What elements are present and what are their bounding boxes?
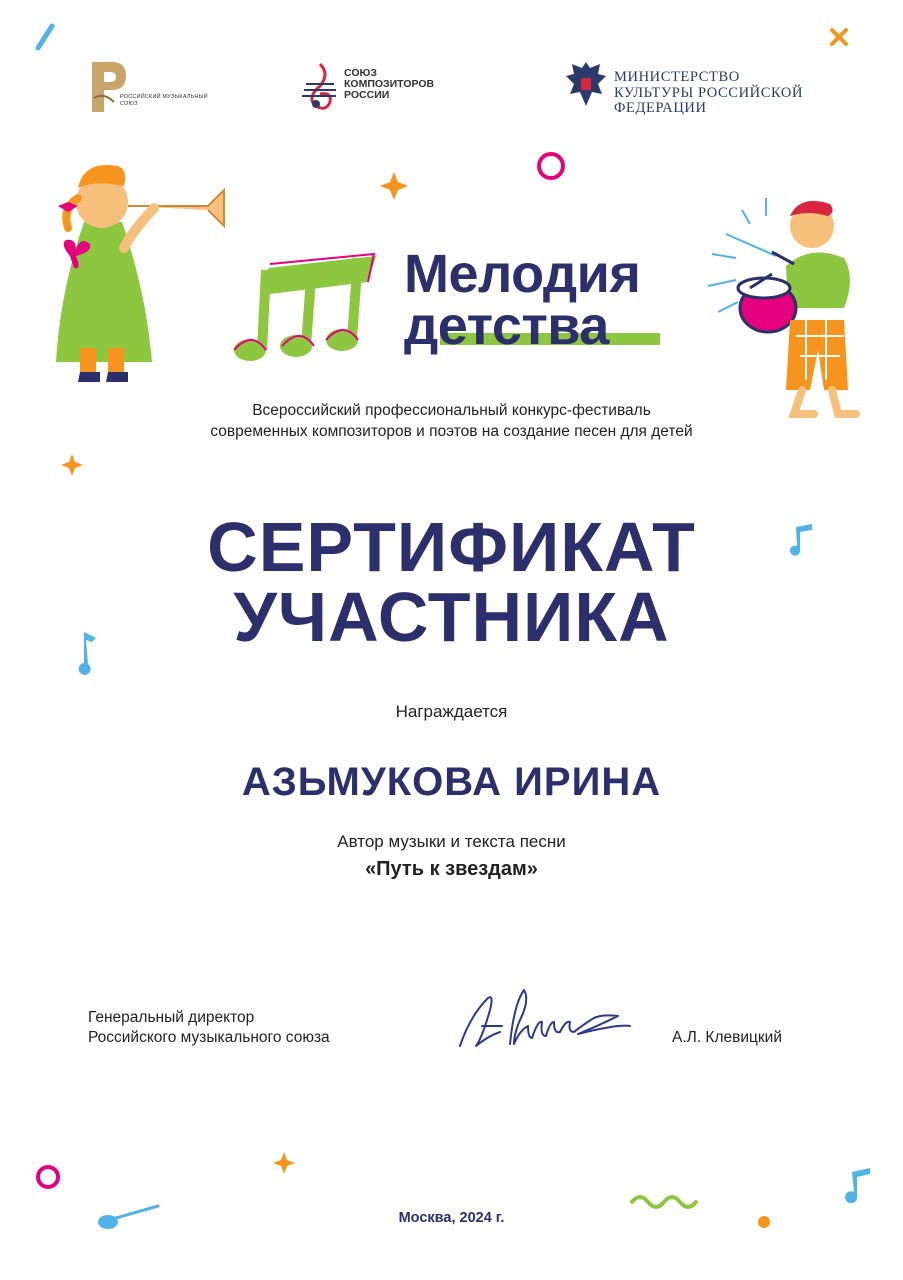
sk-logo-text: СОЮЗ КОМПОЗИТОРОВ РОССИИ xyxy=(344,67,435,101)
signer-position xyxy=(88,1008,418,1048)
double-headed-eagle-icon xyxy=(562,58,610,112)
trumpet-girl-illustration xyxy=(44,158,250,392)
treble-clef-icon xyxy=(296,62,342,112)
festival-subtitle xyxy=(0,400,903,442)
sk-logo xyxy=(296,58,456,114)
mk-logo xyxy=(562,58,812,114)
signer-name: А.Л. Клевицкий xyxy=(672,1029,782,1046)
recipient-role: Автор музыки и текста песни xyxy=(337,832,566,851)
rms-logo-text: РОССИЙСКИЙ МУЗЫКАЛЬНЫЙ СОЮЗ xyxy=(120,94,208,107)
signer-position-line2: Российского музыкального союза xyxy=(88,1029,330,1046)
certificate-title xyxy=(0,508,903,656)
festival-subtitle-line1: Всероссийский профессиональный конкурс-фестиваль xyxy=(252,402,651,419)
signer-position-line1: Генеральный директор xyxy=(88,1009,255,1026)
handwritten-signature xyxy=(452,986,652,1058)
festival-title-line2: детства xyxy=(404,296,609,356)
song-title: «Путь к звездам» xyxy=(365,858,538,880)
drummer-boy-illustration xyxy=(706,196,862,426)
music-notes-logo-icon xyxy=(226,250,376,366)
festival-title xyxy=(404,244,704,356)
festival-subtitle-line2: современных композиторов и поэтов на создание песен для детей xyxy=(210,423,693,440)
place-date: Москва, 2024 г. xyxy=(398,1210,505,1226)
awarded-label: Награждается xyxy=(395,702,508,721)
rms-logo xyxy=(86,58,206,114)
certificate-title-line1: СЕРТИФИКАТ xyxy=(207,508,696,586)
mk-logo-text: МИНИСТЕРСТВО КУЛЬТУРЫ РОССИЙСКОЙ ФЕДЕРАЦИИ xyxy=(614,69,804,116)
certificate-title-line2: УЧАСТНИКА xyxy=(233,578,670,656)
festival-title-line1: Мелодия xyxy=(404,244,641,304)
recipient-name: АЗЬМУКОВА ИРИНА xyxy=(241,760,662,804)
